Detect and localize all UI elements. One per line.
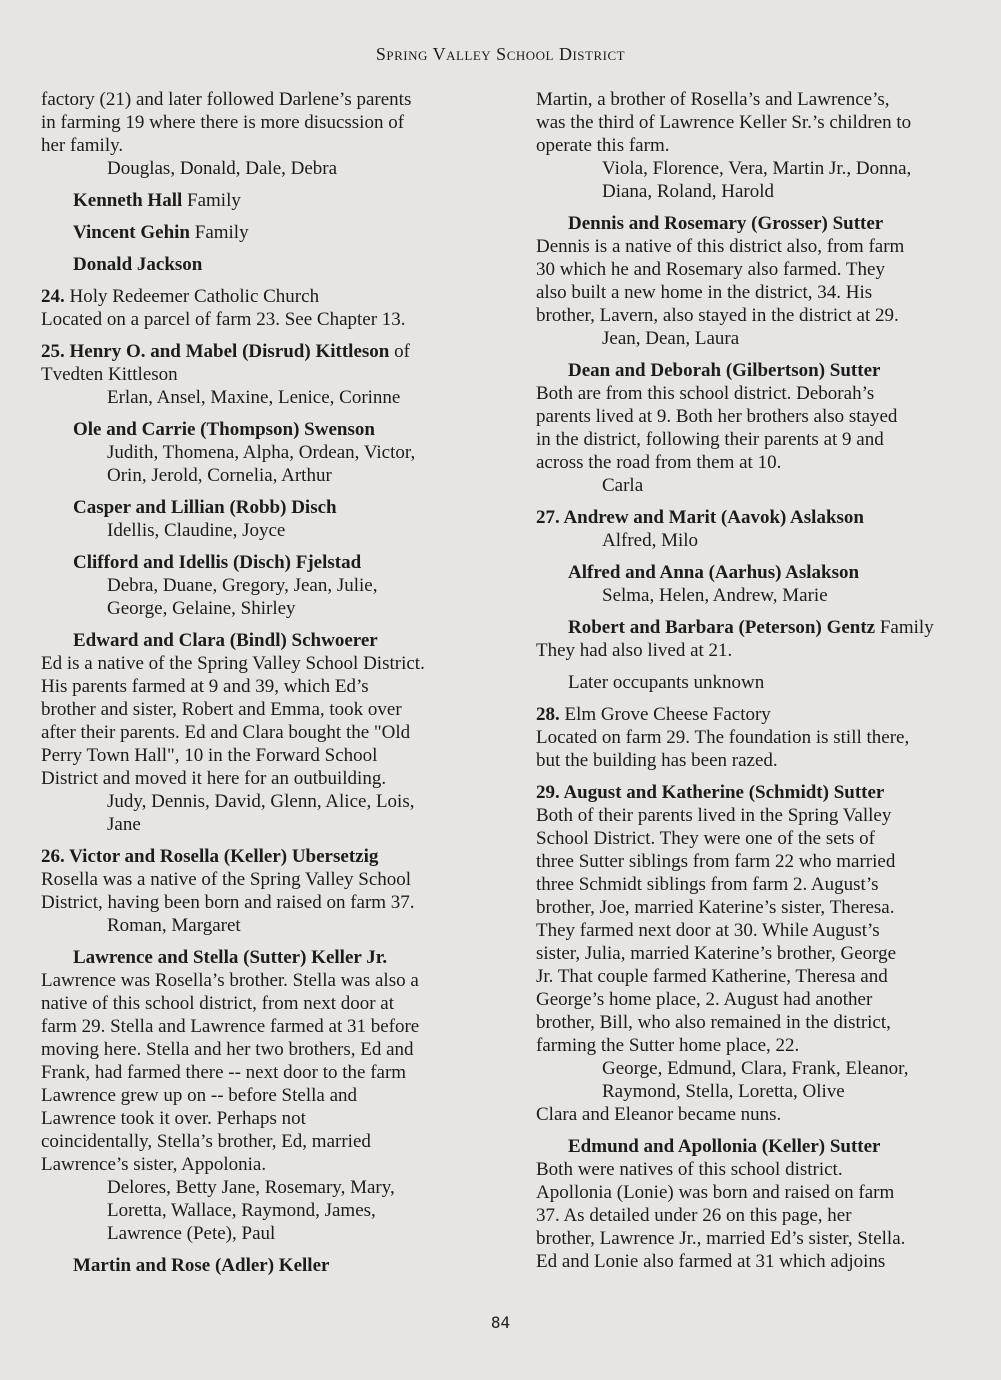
text-line: brother, Joe, married Katerine’s sister, Theresa. [536, 897, 895, 918]
text-line: Lawrence and Stella (Sutter) Keller Jr. [73, 947, 388, 968]
text-line: Kenneth Hall Family [73, 190, 241, 211]
text-line: Ole and Carrie (Thompson) Swenson [73, 419, 375, 440]
text-line: Apollonia (Lonie) was born and raised on farm [536, 1182, 895, 1203]
text-line: Dennis and Rosemary (Grosser) Sutter [568, 213, 884, 234]
text-line: Lawrence was Rosella’s brother. Stella was also a [41, 970, 419, 991]
text-line: brother and sister, Robert and Emma, took over [41, 699, 402, 720]
text-line: Ed and Lonie also farmed at 31 which adjoins [536, 1251, 886, 1272]
text-line: Loretta, Wallace, Raymond, James, [107, 1200, 376, 1221]
right-column [536, 88, 966, 1273]
text-line: District, having been born and raised on farm 37. [41, 892, 415, 913]
text-line: 26. Victor and Rosella (Keller) Ubersetzig [41, 846, 379, 867]
text-line: 30 which he and Rosemary also farmed. They [536, 259, 885, 280]
text-line: Edward and Clara (Bindl) Schwoerer [73, 630, 378, 651]
page-number: 84 [490, 1313, 511, 1332]
text-line: School District. They were one of the sets of [536, 828, 875, 849]
text-line: three Schmidt siblings from farm 2. August’s [536, 874, 879, 895]
text-line: native of this school district, from next door at [41, 993, 395, 1014]
text-line: Carla [602, 475, 644, 496]
text-line: Later occupants unknown [568, 672, 765, 693]
text-line: Orin, Jerold, Cornelia, Arthur [107, 465, 332, 486]
text-line: Perry Town Hall", 10 in the Forward School [41, 745, 378, 766]
text-line: Douglas, Donald, Dale, Debra [107, 158, 338, 179]
text-line: They farmed next door at 30. While August’s [536, 920, 880, 941]
text-line: Jean, Dean, Laura [602, 328, 740, 349]
text-line: Dean and Deborah (Gilbertson) Sutter [568, 360, 881, 381]
text-line: Rosella was a native of the Spring Valley School [41, 869, 412, 890]
text-line: Martin and Rose (Adler) Keller [73, 1255, 330, 1276]
text-line: Lawrence grew up on -- before Stella and [41, 1085, 357, 1106]
text-line: 24. Holy Redeemer Catholic Church [41, 286, 320, 307]
text-line: Lawrence’s sister, Appolonia. [41, 1154, 267, 1175]
text-line: across the road from them at 10. [536, 452, 782, 473]
text-line: George’s home place, 2. August had another [536, 989, 873, 1010]
text-line: Lawrence (Pete), Paul [107, 1223, 276, 1244]
text-line: Edmund and Apollonia (Keller) Sutter [568, 1136, 881, 1157]
text-line: was the third of Lawrence Keller Sr.’s children to [536, 112, 912, 133]
text-line: 25. Henry O. and Mabel (Disrud) Kittleson of [41, 341, 410, 362]
text-line: parents lived at 9. Both her brothers also stayed [536, 406, 898, 427]
text-line: District and moved it here for an outbuilding. [41, 768, 387, 789]
text-line: 28. Elm Grove Cheese Factory [536, 704, 771, 725]
text-line: Erlan, Ansel, Maxine, Lenice, Corinne [107, 387, 401, 408]
running-header: Spring Valley School District [375, 44, 626, 64]
text-line: Delores, Betty Jane, Rosemary, Mary, [107, 1177, 395, 1198]
text-line: Alfred and Anna (Aarhus) Aslakson [568, 562, 860, 583]
text-line: Tvedten Kittleson [41, 364, 178, 385]
text-line: Martin, a brother of Rosella’s and Lawrence’s, [536, 89, 890, 110]
text-line: Donald Jackson [73, 254, 203, 275]
text-line: brother, Lavern, also stayed in the district at 29. [536, 305, 899, 326]
text-line: Alfred, Milo [602, 530, 699, 551]
text-line: Located on a parcel of farm 23. See Chapter 13. [41, 309, 406, 330]
text-line: Ed is a native of the Spring Valley School District. [41, 653, 425, 674]
text-line: her family. [41, 135, 124, 156]
text-line: Selma, Helen, Andrew, Marie [602, 585, 828, 606]
text-line: Clifford and Idellis (Disch) Fjelstad [73, 552, 362, 573]
text-line: Jane [107, 814, 141, 835]
text-line: Casper and Lillian (Robb) Disch [73, 497, 337, 518]
text-line: Roman, Margaret [107, 915, 241, 936]
left-column [41, 88, 471, 1277]
text-line: Both were natives of this school district. [536, 1159, 843, 1180]
text-line: Idellis, Claudine, Joyce [107, 520, 286, 541]
text-line: George, Edmund, Clara, Frank, Eleanor, [602, 1058, 909, 1079]
text-line: Located on farm 29. The foundation is still there, [536, 727, 910, 748]
text-line: Both of their parents lived in the Spring Valley [536, 805, 892, 826]
text-line: farming the Sutter home place, 22. [536, 1035, 800, 1056]
text-line: They had also lived at 21. [536, 640, 733, 661]
text-line: Robert and Barbara (Peterson) Gentz Family [568, 617, 934, 638]
text-line: brother, Bill, who also remained in the district, [536, 1012, 891, 1033]
text-line: coincidentally, Stella’s brother, Ed, married [41, 1131, 371, 1152]
text-line: operate this farm. [536, 135, 670, 156]
text-line: Judy, Dennis, David, Glenn, Alice, Lois, [107, 791, 415, 812]
text-line: Frank, had farmed there -- next door to the farm [41, 1062, 407, 1083]
text-line: His parents farmed at 9 and 39, which Ed’s [41, 676, 369, 697]
text-line: sister, Julia, married Katerine’s brother, George [536, 943, 897, 964]
text-line: factory (21) and later followed Darlene’s parents [41, 89, 412, 110]
text-line: farm 29. Stella and Lawrence farmed at 31 before [41, 1016, 420, 1037]
text-line: 37. As detailed under 26 on this page, her [536, 1205, 852, 1226]
text-line: Lawrence took it over. Perhaps not [41, 1108, 306, 1129]
text-line: but the building has been razed. [536, 750, 778, 771]
text-line: Judith, Thomena, Alpha, Ordean, Victor, [107, 442, 416, 463]
text-line: Jr. That couple farmed Katherine, Theresa and [536, 966, 888, 987]
text-line: Diana, Roland, Harold [602, 181, 775, 202]
text-line: Debra, Duane, Gregory, Jean, Julie, [107, 575, 378, 596]
text-line: in the district, following their parents at 9 and [536, 429, 884, 450]
text-line: Raymond, Stella, Loretta, Olive [602, 1081, 845, 1102]
text-line: Both are from this school district. Deborah’s [536, 383, 875, 404]
text-line: Viola, Florence, Vera, Martin Jr., Donna, [602, 158, 912, 179]
text-line: brother, Lawrence Jr., married Ed’s sister, Stella. [536, 1228, 906, 1249]
text-line: moving here. Stella and her two brothers, Ed and [41, 1039, 414, 1060]
text-line: after their parents. Ed and Clara bought the "Old [41, 722, 411, 743]
text-line: Vincent Gehin Family [73, 222, 249, 243]
text-line: Dennis is a native of this district also, from farm [536, 236, 905, 257]
text-line: also built a new home in the district, 34. His [536, 282, 873, 303]
text-line: George, Gelaine, Shirley [107, 598, 296, 619]
text-line: Clara and Eleanor became nuns. [536, 1104, 782, 1125]
text-line: 29. August and Katherine (Schmidt) Sutter [536, 782, 885, 803]
text-line: three Sutter siblings from farm 22 who married [536, 851, 896, 872]
text-line: in farming 19 where there is more disucssion of [41, 112, 405, 133]
text-line: 27. Andrew and Marit (Aavok) Aslakson [536, 507, 864, 528]
